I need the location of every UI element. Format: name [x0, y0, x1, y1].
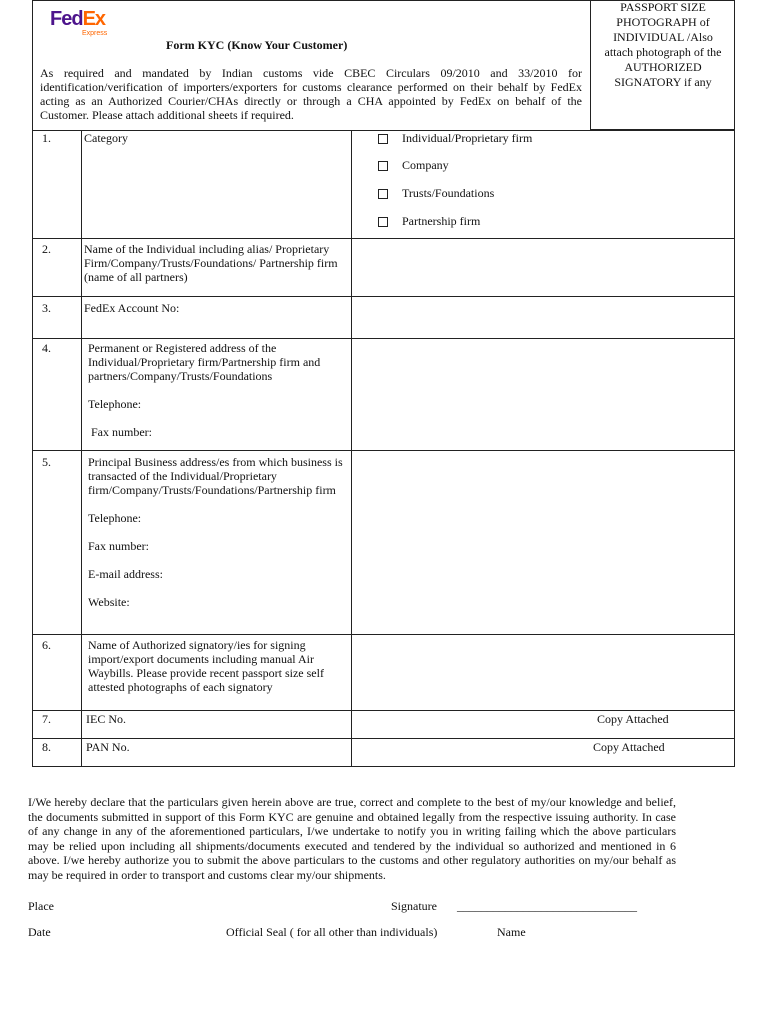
signature-line[interactable]: ______________________________: [457, 899, 637, 913]
photo-line: attach photograph of the: [604, 45, 722, 59]
place-label: Place: [28, 899, 54, 913]
logo-text-fed: Fed: [50, 8, 83, 30]
logo-text-ex: Ex: [82, 8, 106, 30]
input-name[interactable]: [352, 239, 735, 296]
input-account[interactable]: [352, 297, 735, 338]
row-label-signatory: Name of Authorized signatory/ies for signing import/export documents including manual Air Waybills. Please provide recent passport size self attested photographs of each signatory: [88, 638, 324, 694]
telephone-label: Telephone:: [88, 511, 142, 525]
photo-box-instructions: [593, 0, 733, 90]
checkbox[interactable]: [378, 134, 388, 144]
signature-label: Signature: [391, 899, 437, 913]
name-label: Name: [497, 925, 526, 939]
input-signatory[interactable]: [352, 635, 735, 710]
form-title: Form KYC (Know Your Customer): [166, 38, 348, 52]
row-label-address: [88, 341, 350, 453]
table-divider: [81, 130, 82, 767]
photo-line: AUTHORIZED: [624, 60, 702, 74]
row-number: 2.: [42, 242, 51, 256]
row-number: 8.: [42, 740, 51, 754]
intro-paragraph: As required and mandated by Indian customs vide CBEC Circulars 09/2010 and 33/2010 for identification/verification of importers/exporters for customs clearance performed on their behalf by FedEx acting as an Authorized Courier/CHAs directly or through a CHA appointed by FedEx on behalf of the Customer. Please attach additional sheets if required.: [40, 66, 582, 122]
declaration-paragraph: I/We hereby declare that the particulars given herein above are true, correct and complete to the best of my/our knowledge and belief, the documents submitted in support of this Form KYC are genuine and obtained legally from the respective issuing authority. In case of any change in any of the aforementioned particulars, I/we undertake to notify you in writing failing which the above particulars may be relied upon including all shipments/documents executed and tendered by the individual so authorized and mentioned in 6 above. I/we hereby authorize you to submit the above particulars to the customs and other regulatory authorities on my/our behalf as may be required in order to transport and customs clear my/our shipments.: [28, 795, 676, 882]
row-number: 6.: [42, 638, 51, 652]
photo-line: SIGNATORY if any: [614, 75, 712, 89]
date-label: Date: [28, 925, 51, 939]
option-partnership[interactable]: [378, 214, 480, 229]
row-number: 5.: [42, 455, 51, 469]
row-label-iec: IEC No.: [86, 712, 126, 726]
address-label: Permanent or Registered address of the Individual/Proprietary firm/Partnership firm and partners/Company/Trusts/Foundations: [88, 341, 321, 383]
fax-label: Fax number:: [88, 539, 149, 553]
photo-line: INDIVIDUAL /Also: [613, 30, 713, 44]
row-number: 4.: [42, 341, 51, 355]
option-company[interactable]: [378, 158, 449, 173]
row-number: 1.: [42, 131, 51, 145]
fedex-logo: [50, 8, 108, 37]
option-label: Partnership firm: [402, 214, 481, 228]
fax-label: Fax number:: [91, 425, 152, 439]
row-number: 7.: [42, 712, 51, 726]
option-trusts[interactable]: [378, 186, 494, 201]
input-business-address[interactable]: [352, 451, 735, 634]
option-label: Individual/Proprietary firm: [402, 131, 533, 145]
table-row-divider: [32, 710, 735, 711]
input-address[interactable]: [352, 339, 735, 450]
telephone-label: Telephone:: [88, 397, 142, 411]
row-number: 3.: [42, 301, 51, 315]
option-individual[interactable]: [378, 131, 532, 146]
email-label: E-mail address:: [88, 567, 163, 581]
table-row-divider: [32, 738, 735, 739]
website-label: Website:: [88, 595, 130, 609]
row-label-account: FedEx Account No:: [84, 301, 180, 315]
photo-line: PHOTOGRAPH of: [616, 15, 710, 29]
row-label-business-address: [88, 455, 350, 623]
logo-division: Express: [82, 30, 108, 37]
option-label: Trusts/Foundations: [402, 186, 495, 200]
official-seal-label: Official Seal ( for all other than individuals): [226, 925, 438, 939]
row-label-name: Name of the Individual including alias/ Proprietary Firm/Company/Trusts/Foundations/ Partnership firm (name of all partners): [84, 242, 338, 284]
pan-copy-attached: Copy Attached: [593, 740, 665, 754]
row-label-category: Category: [84, 131, 128, 145]
iec-copy-attached: Copy Attached: [597, 712, 669, 726]
business-address-label: Principal Business address/es from which business is transacted of the Individual/Proprietary firm/Company/Trusts/Foundations/Partnership firm: [88, 455, 343, 497]
checkbox[interactable]: [378, 161, 388, 171]
option-label: Company: [402, 158, 449, 172]
checkbox[interactable]: [378, 189, 388, 199]
photo-line: PASSPORT SIZE: [620, 0, 706, 14]
checkbox[interactable]: [378, 217, 388, 227]
row-label-pan: PAN No.: [86, 740, 130, 754]
